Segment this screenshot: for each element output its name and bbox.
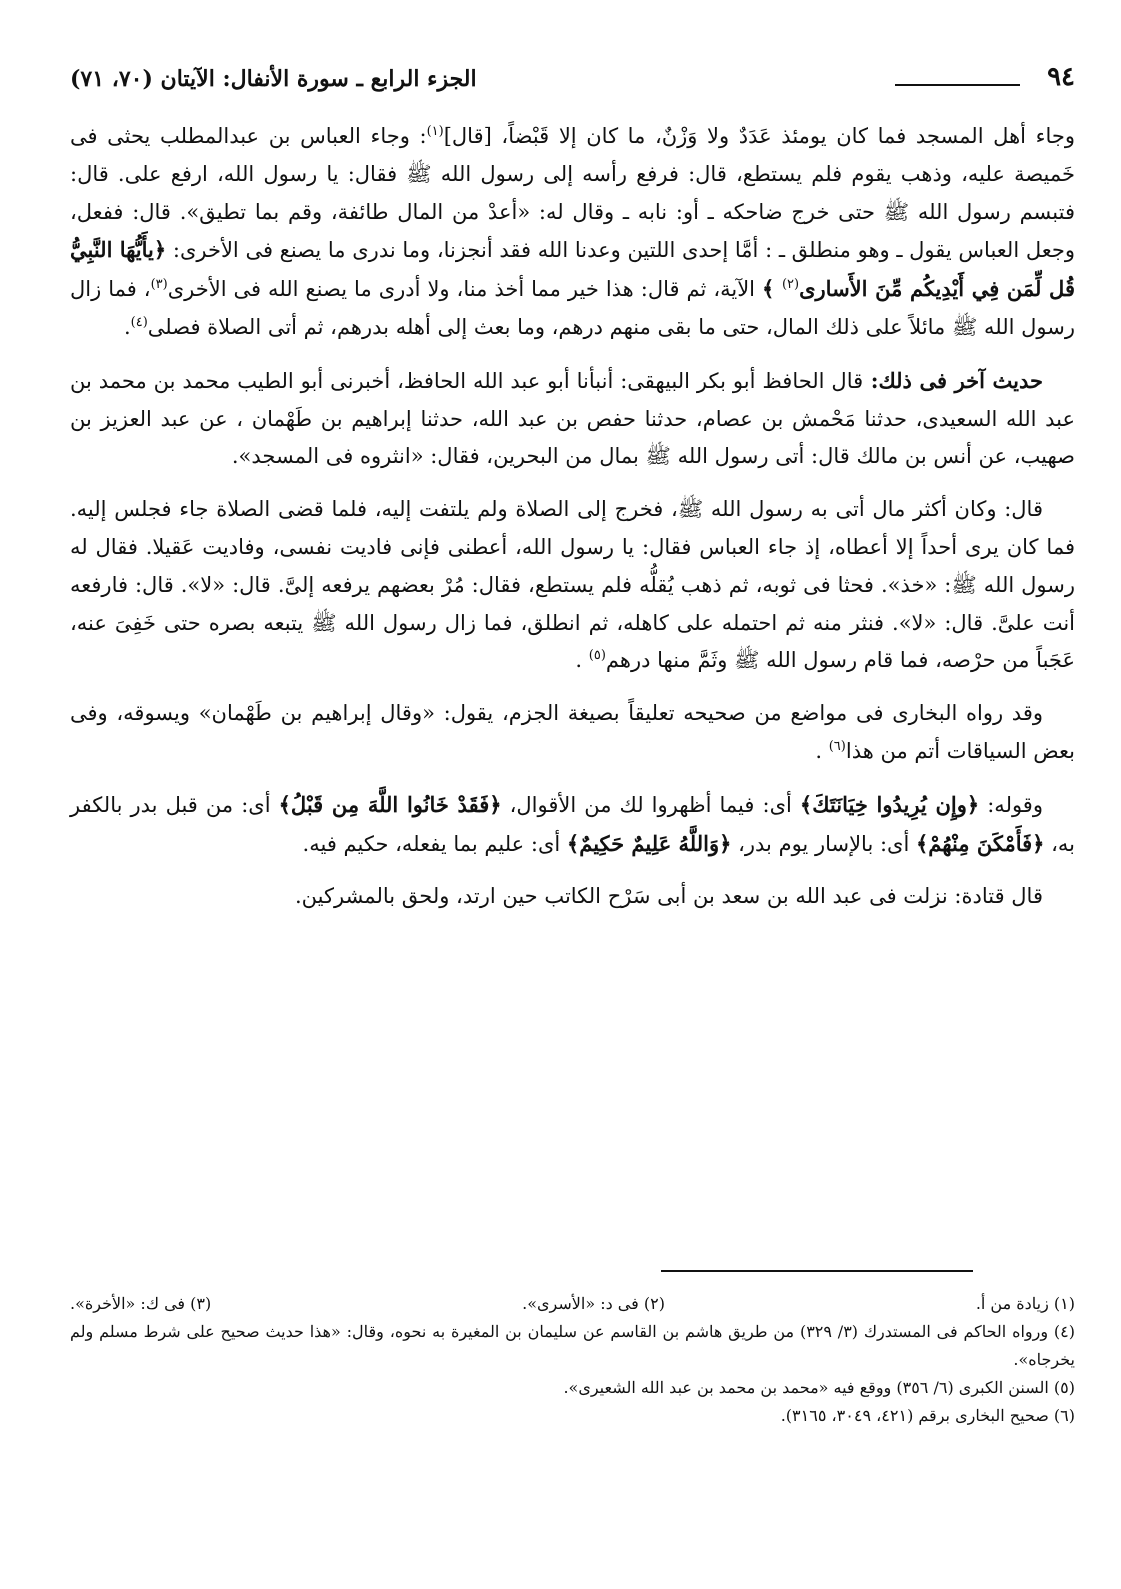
quran-quote: ﴿وإِن يُرِيدُوا خِيَانَتَكَ﴾ — [799, 791, 980, 817]
quran-quote: ﴿فَقَدْ خَانُوا اللَّهَ مِن قَبْلُ﴾ — [278, 791, 502, 817]
quran-quote: ﴿يأَيُّهَا النَّبِيُّ قُل لِّمَن فِي أَيْدِيكُم مِّنَ الأَسارى — [70, 237, 1075, 302]
text-span: أى: فيما أظهروا لك من الأقوال، — [501, 792, 800, 817]
text-span: الآية، ثم قال: هذا خير مما أخذ منا، ولا أدرى ما يصنع الله فى الأخرى — [167, 277, 763, 302]
text-span: قال: وكان أكثر مال أتى به رسول الله ﷺ، فخرج إلى الصلاة ولم يلتفت إليه، فلما قضى الصلاة جاء فجلس إليه. فما كان يرى أحداً إلا أعطاه، إذ جاء العباس فقال: يا رسول الله، أعطنى فإنى فاديت نفسى، وفاديت عَقيلا. فقال له رسول الله ﷺ: «خذ». فحثا فى ثوبه، ثم ذهب يُقلُّه فلم يستطع، فقال: مُرْ بعضهم يرفعه إلىَّ. قال: «لا». قال: فارفعه أنت علىَّ. قال: «لا». فنثر منه ثم احتمله على كاهله، ثم انطلق، فما زال رسول الله ﷺ يتبعه بصره حتى خَفِىَ عنه، عَجَباً من حرْصه، فما قام رسول الله ﷺ وثَمَّ منها درهم — [70, 497, 1075, 673]
running-title: الجزء الرابع ـ سورة الأنفال: الآيتان (٧٠، ٧١) — [70, 66, 477, 92]
footnote-separator — [661, 1270, 973, 1272]
quran-quote: ﴾ — [762, 276, 782, 302]
text-span: . — [815, 738, 829, 763]
header-rule — [895, 84, 1020, 86]
text-span: أى: عليم بما يفعله، حكيم فيه. — [302, 831, 567, 856]
footnote-6: (٦) صحيح البخارى برقم (٤٢١، ٣٠٤٩، ٣١٦٥). — [780, 1406, 1075, 1425]
footnote-1: (١) زيادة من أ. — [975, 1294, 1075, 1313]
text-span: أى: بالإسار يوم بدر، — [731, 831, 916, 856]
paragraph-5 — [70, 786, 1075, 864]
paragraph-2 — [70, 362, 1075, 476]
footnotes — [70, 1290, 1075, 1430]
footnote-ref: (١) — [426, 124, 444, 139]
footnote-ref: (٦) — [828, 738, 846, 754]
footnote-4: (٤) ورواه الحاكم فى المستدرك (٣/ ٣٢٩) من طريق هاشم بن القاسم عن سليمان بن المغيرة به نحوه، وقال: «هذا حديث صحيح على شرط مسلم ولم يخرجاه». — [70, 1322, 1075, 1369]
footnote-5: (٥) السنن الكبرى (٦/ ٣٥٦) ووقع فيه «محمد بن محمد بن عبد الله الشعيرى». — [563, 1378, 1075, 1397]
footnote-row — [70, 1290, 1075, 1318]
footnote-ref: (٣) — [150, 277, 168, 293]
text-span: قال الحافظ أبو بكر البيهقى: أنبأنا أبو عبد الله الحافظ، أخبرنى أبو الطيب محمد بن محمد بن عبد الله السعيدى، حدثنا مَحْمش بن عصام، حدثنا حفص بن عبد الله، حدثنا إبراهيم بن طَهْمان ، عن عبد العزيز بن صهيب، عن أنس بن مالك قال: أتى رسول الله ﷺ بمال من البحرين، فقال: «انثروه فى المسجد». — [70, 368, 1075, 469]
text-span: . — [575, 648, 589, 673]
footnote-3: (٣) فى ك: «الأخرة». — [70, 1294, 212, 1313]
text-span: . — [123, 314, 131, 339]
footnote-2: (٢) فى د: «الأسرى». — [522, 1294, 665, 1313]
text-span: قال قتادة: نزلت فى عبد الله بن سعد بن أبى سَرْح الكاتب حين ارتد، ولحق بالمشركين. — [294, 884, 1043, 909]
page-number: ٩٤ — [1047, 62, 1075, 92]
text-span: : وجاء العباس بن عبدالمطلب يحثى فى خَميصة عليه، وذهب يقوم فلم يستطع، قال: فرفع رأسه إلى رسول الله ﷺ فقال: يا رسول الله، ارفع على. قال: فتبسم رسول الله ﷺ حتى خرج ضاحكه ـ أو: نابه ـ وقال له: «أعدْ من المال طائفة، وقم بما تطيق». قال: ففعل، وجعل العباس يقول ـ وهو منطلق ـ : أمَّا إحدى اللتين وعدنا الله فقد أنجزنا، وما ندرى ما يصنع فى الأخرى: — [70, 124, 1075, 263]
paragraph-4 — [70, 695, 1075, 771]
paragraph-3 — [70, 491, 1075, 680]
paragraph-1 — [70, 118, 1075, 347]
quran-quote: ﴿وَاللَّهُ عَلِيمٌ حَكِيمٌ﴾ — [566, 830, 732, 856]
section-lead: حديث آخر فى ذلك: — [863, 367, 1044, 393]
footnote-ref: (٤) — [130, 314, 148, 330]
quran-quote: ﴿فَأَمْكَنَ مِنْهُمْ﴾ — [916, 830, 1045, 856]
text-span: أى: من قبل بدر بالكفر به، — [70, 792, 1075, 856]
running-header — [70, 62, 1075, 102]
footnote-ref: (٥) — [588, 648, 606, 664]
text-span: وقد رواه البخارى فى مواضع من صحيحه تعليقاً بصيغة الجزم، يقول: «وقال إبراهيم بن طَهْمان» ويسوقه، وفى بعض السياقات أتم من هذا — [70, 701, 1075, 763]
text-span: وجاء أهل المسجد فما كان يومئذ عَدَدٌ ولا وَزْنٌ، ما كان إلا قَبْضاً، [قال] — [443, 124, 1075, 148]
paragraph-6 — [70, 878, 1075, 916]
main-text — [70, 118, 1075, 931]
text-span: وقوله: — [979, 792, 1043, 817]
text-span: ، فما زال رسول الله ﷺ مائلاً على ذلك المال، حتى ما بقى منهم درهم، وما بعث إلى أهله بدرهم، ثم أتى الصلاة فصلى — [70, 277, 1075, 339]
footnote-ref: (٢) — [781, 277, 800, 293]
